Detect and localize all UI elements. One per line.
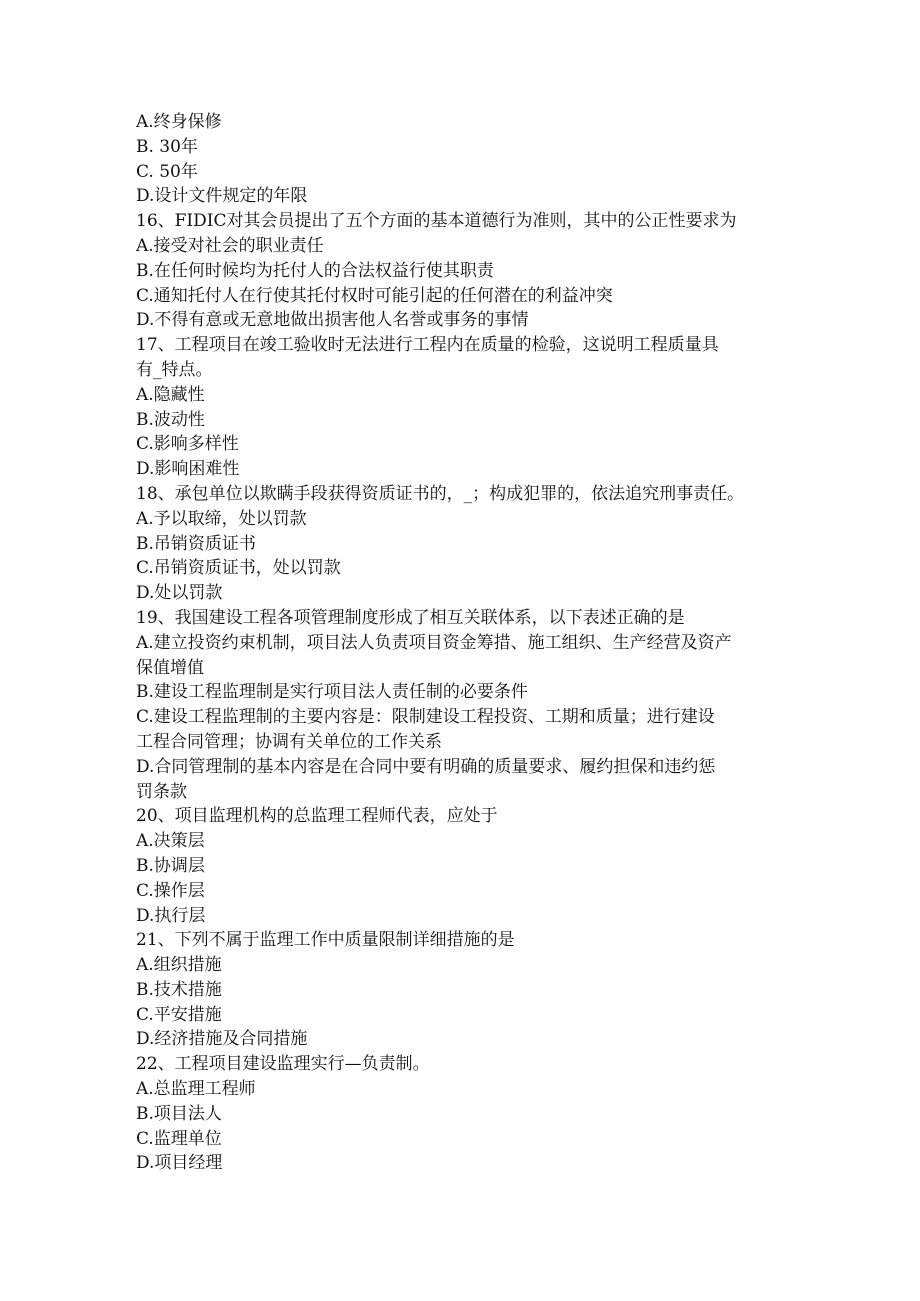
option-line: D.合同管理制的基本内容是在合同中要有明确的质量要求、履约担保和违约惩 (136, 756, 716, 777)
option-line-continued: 工程合同管理；协调有关单位的工作关系 (136, 731, 442, 752)
option-line: B.协调层 (136, 855, 205, 876)
option-line: D.经济措施及合同措施 (136, 1029, 308, 1050)
option-line: C.操作层 (136, 880, 205, 901)
option-line-continued: 保值增值 (136, 657, 204, 678)
option-line: D.影响困难性 (136, 459, 240, 480)
option-line: C.影响多样性 (136, 434, 239, 455)
option-line: C. 50年 (136, 161, 198, 182)
option-line: A.予以取缔，处以罚款 (136, 508, 307, 529)
option-line: B.建设工程监理制是实行项目法人责任制的必要条件 (136, 682, 528, 703)
option-line: B.吊销资质证书 (136, 533, 256, 554)
question-16: 16、FIDIC对其会员提出了五个方面的基本道德行为准则，其中的公正性要求为 (136, 211, 737, 232)
option-line: B.项目法人 (136, 1103, 222, 1124)
option-line: A.建立投资约束机制，项目法人负责项目资金筹措、施工组织、生产经营及资产 (136, 632, 732, 653)
question-20: 20、项目监理机构的总监理工程师代表，应处于 (136, 806, 498, 827)
option-line: A.隐藏性 (136, 384, 205, 405)
option-line: A.终身保修 (136, 112, 222, 132)
option-line: C.监理单位 (136, 1128, 222, 1149)
option-line: B. 30年 (136, 136, 198, 157)
document-body (136, 110, 796, 1176)
option-line-continued: 罚条款 (136, 781, 187, 802)
option-line: C.通知托付人在行使其托付权时可能引起的任何潜在的利益冲突 (136, 285, 613, 306)
question-17: 17、工程项目在竣工验收时无法进行工程内在质量的检验，这说明工程质量具 (136, 335, 719, 356)
option-line: A.总监理工程师 (136, 1079, 256, 1100)
option-line: C.吊销资质证书，处以罚款 (136, 558, 341, 579)
option-line: A.决策层 (136, 831, 205, 852)
question-22: 22、工程项目建设监理实行—负责制。 (136, 1054, 430, 1075)
question-19: 19、我国建设工程各项管理制度形成了相互关联体系，以下表述正确的是 (136, 607, 685, 628)
option-line: C.建设工程监理制的主要内容是：限制建设工程投资、工期和质量；进行建设 (136, 707, 715, 728)
question-18: 18、承包单位以欺瞒手段获得资质证书的，_；构成犯罪的，依法追究刑事责任。 (136, 483, 745, 504)
question-21: 21、下列不属于监理工作中质量限制详细措施的是 (136, 930, 515, 951)
option-line: D.执行层 (136, 905, 206, 926)
option-line: B.在任何时候均为托付人的合法权益行使其职责 (136, 260, 494, 281)
option-line: C.平安措施 (136, 1004, 222, 1025)
option-line: D.处以罚款 (136, 583, 223, 604)
option-line: A.组织措施 (136, 955, 222, 976)
question-17-continued: 有_特点。 (136, 359, 213, 380)
option-line: B.技术措施 (136, 979, 222, 1000)
option-line: D.不得有意或无意地做出损害他人名誉或事务的事情 (136, 310, 529, 331)
option-line: D.项目经理 (136, 1153, 223, 1174)
option-line: B.波动性 (136, 409, 205, 430)
option-line: D.设计文件规定的年限 (136, 186, 308, 207)
option-line: A.接受对社会的职业责任 (136, 235, 324, 256)
